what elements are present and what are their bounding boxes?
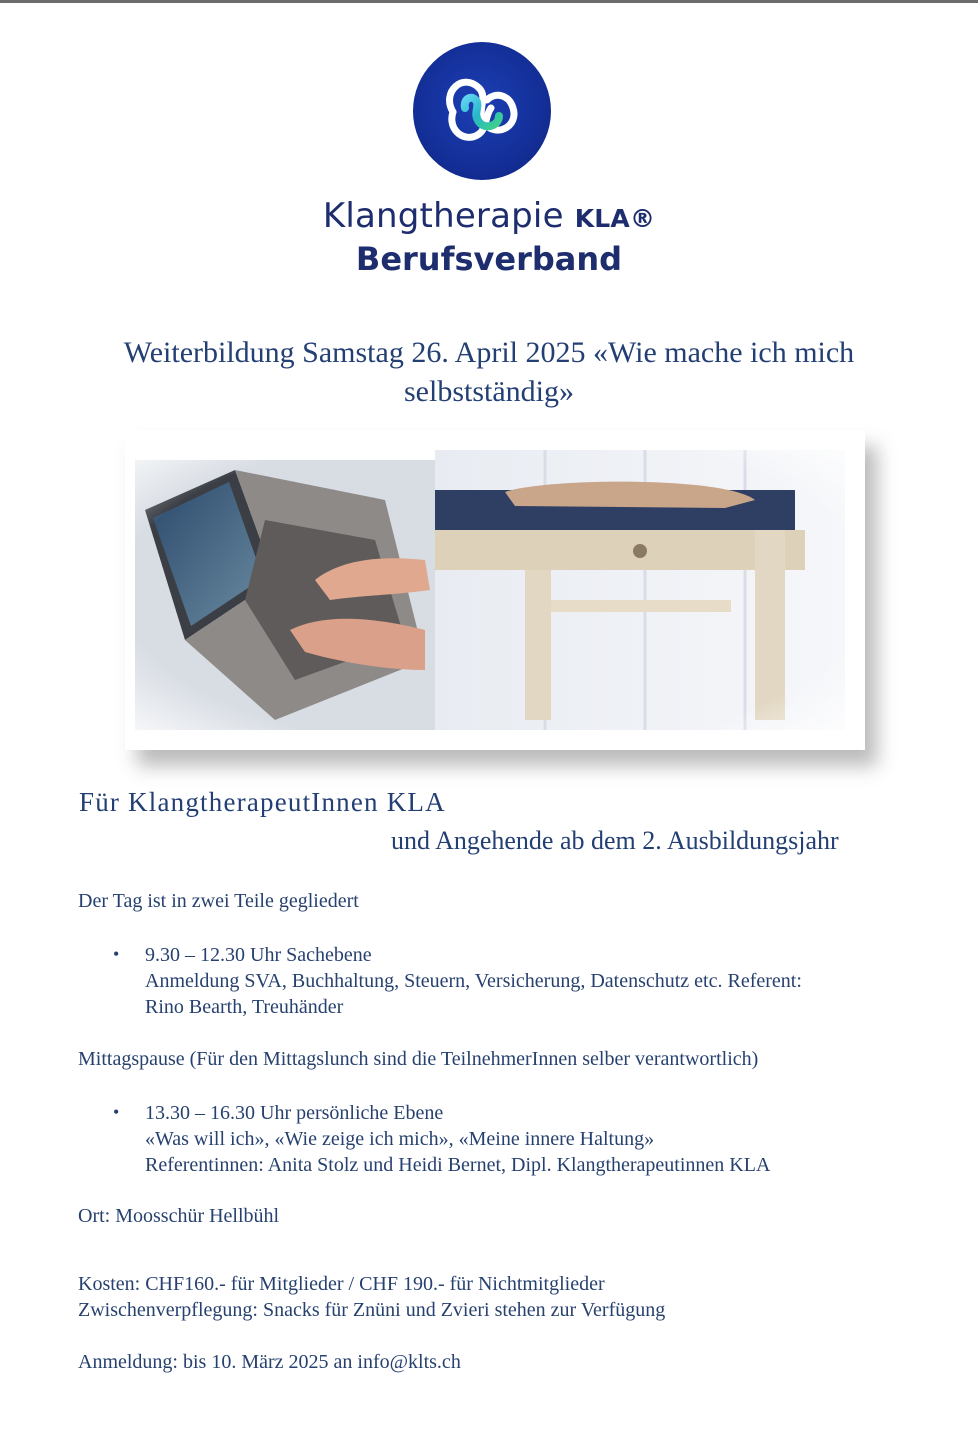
title-line-1: Weiterbildung Samstag 26. April 2025 «Wie mache ich mich xyxy=(123,336,855,369)
part2-block xyxy=(145,1100,770,1178)
costs-price: Kosten: CHF160.- für Mitglieder / CHF 190.- für Nichtmitglieder xyxy=(78,1273,605,1295)
audience-line-1: Für KlangtherapeutInnen KLA xyxy=(79,787,446,817)
costs-block xyxy=(78,1271,665,1323)
part1-time: 9.30 – 12.30 Uhr Sachebene xyxy=(145,944,372,966)
logo-icon xyxy=(413,42,551,180)
part2-speakers: Referentinnen: Anita Stolz und Heidi Bernet, Dipl. Klangtherapeutinnen KLA xyxy=(145,1154,771,1176)
brand-name-text: Klangtherapie xyxy=(322,196,564,236)
title-line-2: selbstständig» xyxy=(404,375,574,408)
audience-line-2: und Angehende ab dem 2. Ausbildungsjahr xyxy=(391,826,839,855)
part2-time: 13.30 – 16.30 Uhr persönliche Ebene xyxy=(145,1102,444,1124)
top-border xyxy=(0,0,978,3)
intro-text: Der Tag ist in zwei Teile gegliedert xyxy=(78,890,359,912)
lunch-text: Mittagspause (Für den Mittagslunch sind die TeilnehmerInnen selber verantwortlich) xyxy=(78,1048,759,1070)
registration-text: Anmeldung: bis 10. März 2025 an info@klts.ch xyxy=(78,1351,461,1373)
costs-catering: Zwischenverpflegung: Snacks für Znüni und Zvieri stehen zur Verfügung xyxy=(78,1299,666,1321)
brand-subtitle: Berufsverband xyxy=(355,240,623,278)
bullet-2: • xyxy=(113,1102,120,1122)
part2-topics: «Was will ich», «Wie zeige ich mich», «Meine innere Haltung» xyxy=(145,1128,655,1150)
part1-speaker: Rino Bearth, Treuhänder xyxy=(145,996,344,1018)
bullet-1: • xyxy=(113,944,120,964)
brand-name xyxy=(0,196,978,236)
header-photo xyxy=(125,430,865,750)
part1-topics: Anmeldung SVA, Buchhaltung, Steuern, Versicherung, Datenschutz etc. Referent: xyxy=(145,970,802,992)
part1-block xyxy=(145,942,802,1020)
page-title xyxy=(60,333,918,411)
brand-kla: KLA® xyxy=(574,204,656,233)
location-text: Ort: Moosschür Hellbühl xyxy=(78,1205,280,1227)
